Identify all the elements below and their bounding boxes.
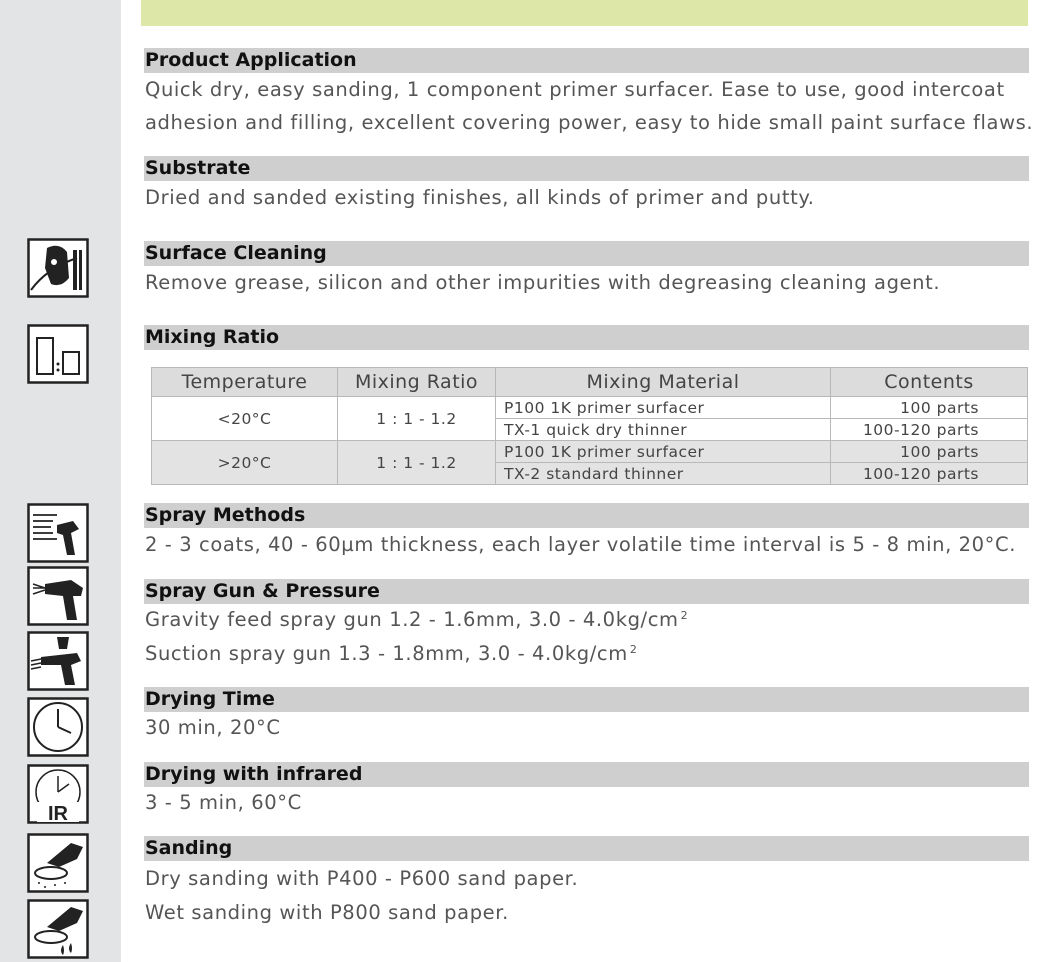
spray-methods-text: 2 - 3 coats, 40 - 60µm thickness, each layer volatile time interval is 5 - 8 min, 20°C. [145, 533, 1017, 556]
spray-gun-text-line-2 [145, 642, 637, 665]
section-header-mixing: Mixing Ratio [144, 325, 1029, 350]
face-mask-icon [27, 238, 89, 298]
superscript: 2 [680, 609, 689, 622]
sanding-text-line-2: Wet sanding with P800 sand paper. [145, 901, 509, 924]
application-text-line-2: adhesion and filling, excellent covering power, easy to hide small paint surface flaws. [145, 111, 1034, 134]
section-header-cleaning: Surface Cleaning [144, 241, 1029, 266]
table-header-ratio: Mixing Ratio [338, 368, 496, 397]
material-cell: TX-1 quick dry thinner [496, 419, 831, 441]
gravity-gun-icon [27, 631, 89, 691]
wet-sanding-icon [27, 899, 89, 959]
section-header-drying-time: Drying Time [144, 687, 1029, 712]
clock-icon [27, 697, 89, 757]
mixing-ratio-icon [27, 324, 89, 384]
table-header-material: Mixing Material [496, 368, 831, 397]
material-cell: P100 1K primer surfacer [496, 397, 831, 419]
spray-gun-text-line-1 [145, 608, 688, 631]
mixing-ratio-table [151, 367, 1028, 485]
svg-text:IR: IR [48, 803, 68, 824]
section-header-spray-gun: Spray Gun & Pressure [144, 579, 1029, 604]
table-row [152, 441, 1028, 463]
ratio-cell: 1 : 1 - 1.2 [338, 441, 496, 485]
infrared-text: 3 - 5 min, 60°C [145, 791, 302, 814]
gravity-gun-spec: Gravity feed spray gun 1.2 - 1.6mm, 3.0 - 4.0kg/cm [145, 608, 679, 631]
spray-gun-icon [27, 566, 89, 626]
section-header-application: Product Application [144, 48, 1029, 73]
section-header-substrate: Substrate [144, 156, 1029, 181]
sanding-text-line-1: Dry sanding with P400 - P600 sand paper. [145, 867, 579, 890]
drying-time-text: 30 min, 20°C [145, 716, 281, 739]
contents-cell: 100-120 parts [831, 419, 1028, 441]
top-accent-bar [141, 0, 1028, 26]
suction-gun-spec: Suction spray gun 1.3 - 1.8mm, 3.0 - 4.0kg/cm [145, 642, 628, 665]
section-header-spray-methods: Spray Methods [144, 503, 1029, 528]
spray-method-icon [27, 503, 89, 563]
temperature-cell: <20°C [152, 397, 338, 441]
contents-cell: 100-120 parts [831, 463, 1028, 485]
material-cell: TX-2 standard thinner [496, 463, 831, 485]
table-header-temperature: Temperature [152, 368, 338, 397]
cleaning-text: Remove grease, silicon and other impurities with degreasing cleaning agent. [145, 271, 941, 294]
dry-sanding-icon [27, 833, 89, 893]
contents-cell: 100 parts [831, 441, 1028, 463]
table-row [152, 397, 1028, 419]
table-header-contents: Contents [831, 368, 1028, 397]
substrate-text: Dried and sanded existing finishes, all kinds of primer and putty. [145, 186, 815, 209]
section-header-sanding: Sanding [144, 836, 1029, 861]
material-cell: P100 1K primer surfacer [496, 441, 831, 463]
application-text-line-1: Quick dry, easy sanding, 1 component primer surfacer. Ease to use, good intercoat [145, 78, 1005, 101]
superscript: 2 [629, 643, 638, 656]
ratio-cell: 1 : 1 - 1.2 [338, 397, 496, 441]
contents-cell: 100 parts [831, 397, 1028, 419]
section-header-infrared: Drying with infrared [144, 762, 1029, 787]
temperature-cell: >20°C [152, 441, 338, 485]
infrared-clock-icon [27, 764, 89, 824]
